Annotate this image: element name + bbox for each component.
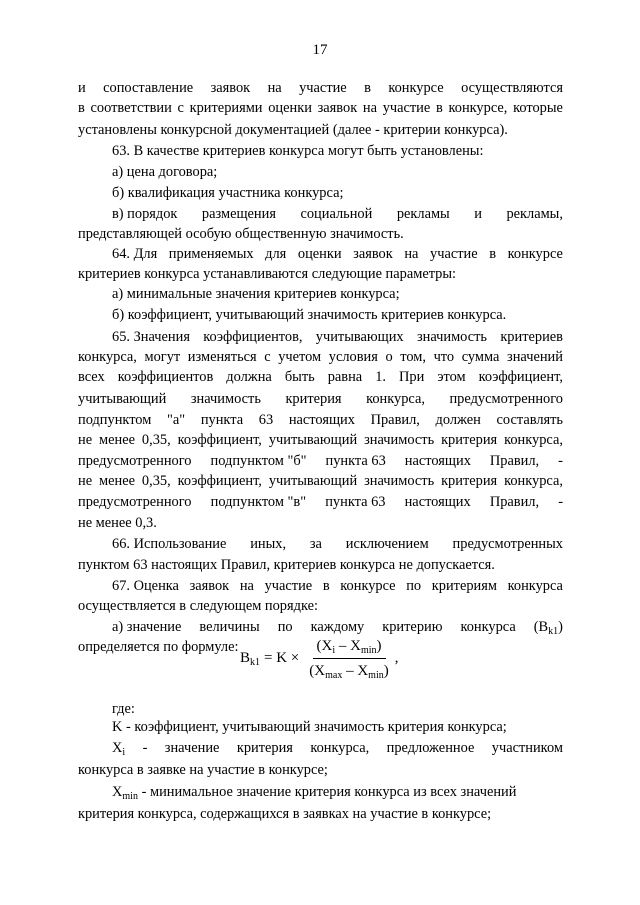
word: на: [239, 578, 254, 594]
word: участником: [491, 740, 563, 756]
word: социальной: [300, 206, 373, 222]
text-line: [112, 576, 563, 596]
word: сопоставление: [103, 80, 194, 96]
word: оценки: [268, 100, 312, 116]
where-label: где:: [112, 701, 135, 717]
word: 66. Использование: [112, 536, 227, 552]
word: значимость: [190, 391, 261, 407]
text-line: [78, 430, 563, 450]
text-line: критериев конкурса устанавливаются следующие параметры:: [78, 266, 457, 282]
text-line: б) квалификация участника конкурса;: [112, 185, 344, 201]
word: заявок: [189, 578, 230, 594]
word: и: [474, 206, 482, 222]
word: величины: [199, 619, 260, 635]
formula: [240, 633, 398, 683]
text-line: [78, 389, 563, 409]
word: учетом: [278, 349, 322, 365]
word: должен: [435, 412, 481, 428]
word: осуществляются: [461, 80, 563, 96]
word: настоящих: [404, 494, 471, 510]
word: критерия: [236, 740, 293, 756]
word: подпунктом: [78, 412, 152, 428]
word: в) порядок: [112, 206, 178, 222]
text-line: [78, 471, 563, 491]
word: 67. Оценка: [112, 578, 179, 594]
word: коэффициентов,: [203, 329, 303, 345]
word: критерия: [441, 432, 498, 448]
word: должна: [226, 369, 272, 385]
word: всех: [78, 369, 105, 385]
text-line: [78, 492, 563, 512]
word: заявок: [353, 246, 393, 262]
word: изменяться: [187, 349, 257, 365]
formula-numerator: $(X_i - X_{min})$: [313, 636, 386, 659]
word: учитывающих: [315, 329, 404, 345]
word: учитывающий: [268, 473, 358, 489]
word: оценки: [297, 246, 342, 262]
word: подпунктом "б": [210, 453, 307, 469]
word: -: [558, 494, 563, 510]
word: участие: [264, 578, 313, 594]
text-line: [112, 204, 563, 224]
xmin-symbol: $X_{min}$: [112, 784, 138, 802]
word: исключением: [345, 536, 429, 552]
word: учитывающий: [268, 432, 358, 448]
word: составлять: [496, 412, 563, 428]
text-line: осуществляется в следующем порядке:: [78, 598, 318, 614]
text-line: представляющей особую общественную значимость.: [78, 226, 404, 242]
text-line: а) цена договора;: [112, 164, 218, 180]
word: значимость: [416, 329, 487, 345]
word: равна: [327, 369, 363, 385]
word: предусмотренных: [452, 536, 563, 552]
text-line: 63. В качестве критериев конкурса могут быть установлены:: [112, 143, 484, 159]
text-line: [112, 327, 563, 347]
word: сумма: [461, 349, 500, 365]
word: в: [364, 80, 371, 96]
word: участие: [382, 100, 431, 116]
word: а) значение: [112, 619, 182, 635]
word: на: [267, 80, 282, 96]
word: пункта 63: [325, 453, 386, 469]
word: предусмотренного: [78, 494, 192, 510]
word: на: [362, 100, 377, 116]
definition-xmin-continuation: критерия конкурса, содержащихся в заявках на участие в конкурсе;: [78, 806, 492, 822]
definition-xi: [112, 738, 563, 758]
word: коэффициентов: [117, 369, 214, 385]
word: о: [385, 349, 393, 365]
word: -: [558, 453, 563, 469]
word: на: [404, 246, 419, 262]
word: настоящих: [404, 453, 471, 469]
word: заявок: [317, 100, 358, 116]
word: по: [277, 619, 293, 635]
word: 65. Значения: [112, 329, 190, 345]
word: конкурсе,: [448, 100, 508, 116]
word: не: [78, 432, 93, 448]
text-line: а) минимальные значения критериев конкурса;: [112, 286, 400, 302]
word: конкурса,: [504, 432, 563, 448]
word: Правил,: [370, 412, 420, 428]
word: и: [78, 80, 86, 96]
word: предусмотренного: [78, 453, 192, 469]
xi-symbol: $X_i$: [112, 740, 126, 758]
word: значений: [507, 349, 563, 365]
word: в: [489, 246, 497, 262]
text-line: [78, 78, 563, 98]
text-line: [78, 367, 563, 387]
text-line: б) коэффициент, учитывающий значимость критериев конкурса.: [112, 307, 507, 323]
text-line: [112, 534, 563, 554]
word: коэффициент,: [177, 432, 262, 448]
word: что: [433, 349, 455, 365]
text-line: [78, 98, 563, 118]
word: рекламы,: [506, 206, 563, 222]
word: за: [309, 536, 322, 552]
word: участие: [430, 246, 478, 262]
word: иных,: [250, 536, 287, 552]
word: значимость: [364, 432, 435, 448]
word: 64. Для: [112, 246, 158, 262]
word: 1.: [375, 369, 386, 385]
word: конкурсе: [507, 246, 563, 262]
word: настоящих: [288, 412, 355, 428]
word: 0,35,: [141, 432, 171, 448]
word: быть: [284, 369, 315, 385]
word: -: [142, 740, 148, 756]
criterion-symbol: $(B_{k1})$: [533, 619, 563, 637]
word: с: [177, 100, 184, 116]
text-line: не менее 0,3.: [78, 515, 157, 531]
text-line: [78, 347, 563, 367]
word: менее: [99, 473, 135, 489]
word: по: [406, 578, 422, 594]
word: каждому: [310, 619, 365, 635]
formula-trailing-comma: ,: [394, 649, 399, 666]
formula-fraction: [305, 636, 392, 681]
word: критериев: [500, 329, 563, 345]
word: конкурса,: [366, 391, 425, 407]
word: конкурса,: [310, 740, 370, 756]
text-line: [112, 244, 563, 264]
word: для: [265, 246, 287, 262]
definition-xmin: $X_{min}$ - минимальное значение критерия конкурса из всех значений: [112, 784, 517, 802]
word: конкурса: [460, 619, 516, 635]
word: 63: [258, 412, 274, 428]
word: могут: [144, 349, 181, 365]
word: в: [78, 100, 85, 116]
word: коэффициент,: [177, 473, 262, 489]
word: критериями: [189, 100, 263, 116]
word: размещения: [201, 206, 276, 222]
word: том,: [400, 349, 426, 365]
word: участие: [299, 80, 347, 96]
word: конкурсе: [340, 578, 396, 594]
formula-denominator: $(X_{max} - X_{min})$: [309, 662, 389, 681]
word: критерия: [285, 391, 342, 407]
word: При: [399, 369, 425, 385]
word: подпунктом "в": [210, 494, 307, 510]
word: предусмотренного: [449, 391, 563, 407]
word: коэффициент,: [478, 369, 563, 385]
word: с: [264, 349, 271, 365]
word: менее: [99, 432, 135, 448]
word: конкурсе: [388, 80, 444, 96]
formula-equals: = K ×: [264, 649, 300, 666]
word: предложенное: [386, 740, 475, 756]
word: не: [78, 473, 93, 489]
word: конкурса,: [78, 349, 137, 365]
word: условия: [328, 349, 378, 365]
word: в: [435, 100, 443, 116]
word: пункта: [200, 412, 244, 428]
word: Правил,: [489, 453, 540, 469]
definition-k: K - коэффициент, учитывающий значимость критерия конкурса;: [112, 719, 507, 735]
word: 0,35,: [141, 473, 171, 489]
word: конкурса: [507, 578, 563, 594]
definition-xi-continuation: конкурса в заявке на участие в конкурсе;: [78, 762, 328, 778]
word: применяемых: [168, 246, 254, 262]
word: которые: [513, 100, 563, 116]
text-line: [78, 451, 563, 471]
word: рекламы: [396, 206, 450, 222]
word: критерию: [382, 619, 443, 635]
text-line: определяется по формуле:: [78, 639, 239, 655]
word: соответствии: [90, 100, 172, 116]
page-number: 17: [312, 42, 328, 58]
word: критериям: [431, 578, 497, 594]
word: учитывающий: [78, 391, 167, 407]
word: Правил,: [489, 494, 540, 510]
word: "а": [167, 412, 186, 428]
word: значение: [164, 740, 220, 756]
text-line: [78, 410, 563, 430]
word: пункта 63: [325, 494, 386, 510]
word: конкурса,: [504, 473, 563, 489]
text-line: установлены конкурсной документацией (далее - критерии конкурса).: [78, 122, 508, 138]
text-line: пунктом 63 настоящих Правил, критериев конкурса не допускается.: [78, 557, 495, 573]
word: этом: [437, 369, 466, 385]
word: заявок: [210, 80, 251, 96]
word: значимость: [364, 473, 435, 489]
formula-lhs: $B_{k1}$: [240, 649, 261, 668]
word: в: [322, 578, 330, 594]
word: критерия: [441, 473, 498, 489]
